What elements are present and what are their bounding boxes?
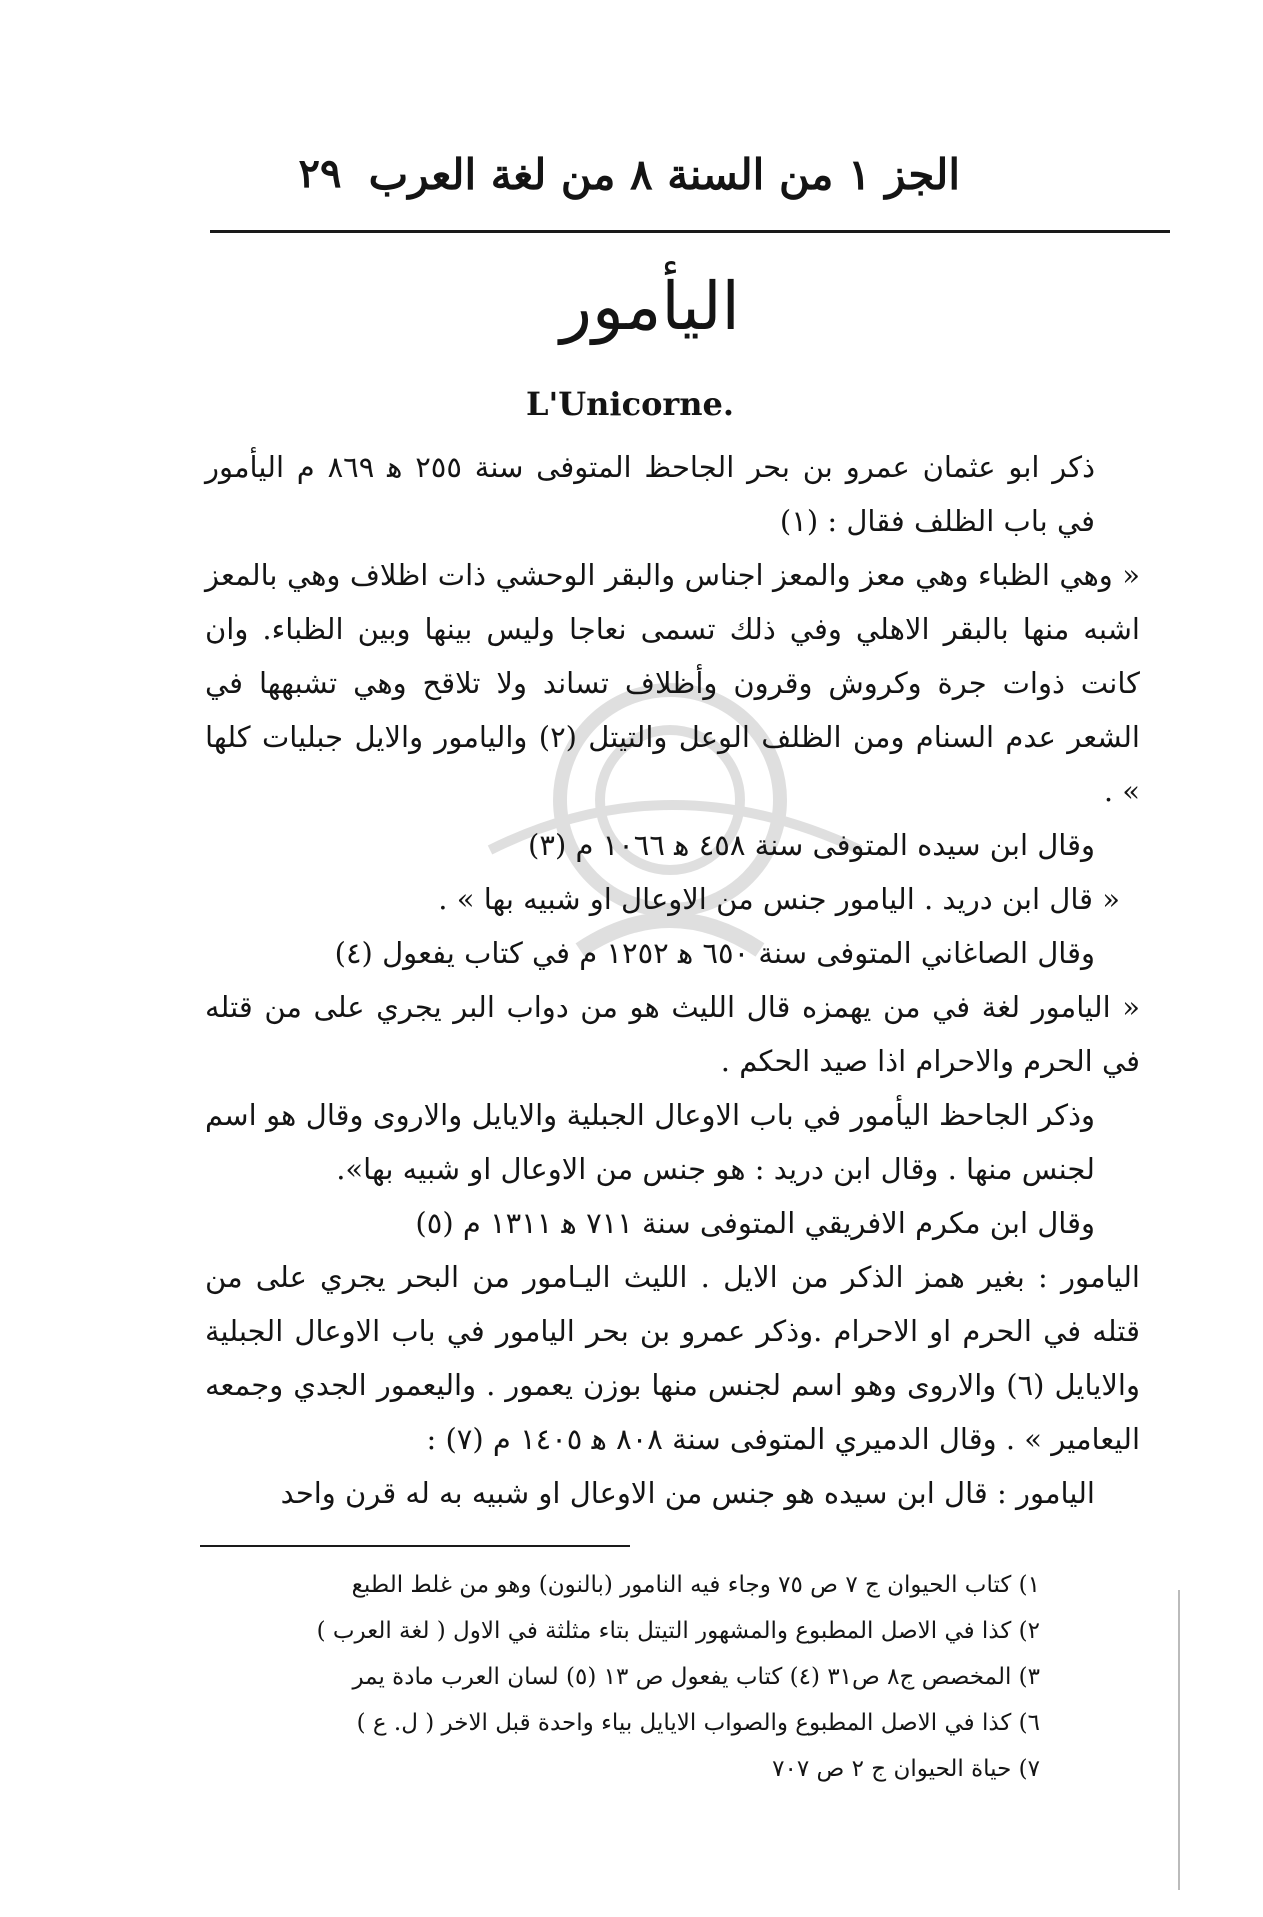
header-rule	[210, 230, 1170, 233]
footnote-3-4-5: ٣) المخصص ج٨ ص٣١ (٤) كتاب يفعول ص ١٣ (٥) لسان العرب مادة يمر	[352, 1664, 1040, 1690]
article-title-arabic: اليأمور	[560, 268, 740, 345]
footnote-2: ٢) كذا في الاصل المطبوع والمشهور التيتل بتاء مثلثة في الاول ( لغة العرب )	[316, 1618, 1040, 1644]
paragraph-jahiz-again: وذكر الجاحظ اليأمور في باب الاوعال الجبلية والايايل والاروى وقال هو اسم لجنس منها . وقال ابن دريد : هو جنس من الاوعال او شبيه بها».	[205, 1098, 1095, 1186]
quote-saghani: « اليامور لغة في من يهمزه قال الليث هو من دواب البر يجري على من قتله في الحرم والاحرام اذا صيد الحكم .	[205, 990, 1140, 1078]
footnote-7: ٧) حياة الحيوان ج ٢ ص ٧٠٧	[772, 1756, 1040, 1782]
quote-jahiz: « وهي الظباء وهي معز والمعز اجناس والبقر الوحشي ذات اظلاف وهي بالمعز اشبه منها بالبقر الاهلي وفي ذلك تسمى نعاجا وليس بينها وبين الظباء. وان كانت ذوات جرة وكروش وقرون وأظلاف تساند ولا تلاقح وهي تشبهها في الشعر عدم السنام ومن الظلف الوعل والتيتل (٢) واليامور والايل جبليات كلها » .	[205, 558, 1140, 808]
article-title-french: L'Unicorne.	[525, 385, 735, 423]
footnote-6: ٦) كذا في الاصل المطبوع والصواب الايايل بياء واحدة قبل الاخر ( ل. ع )	[356, 1710, 1040, 1736]
paragraph-intro-jahiz: ذكر ابو عثمان عمرو بن بحر الجاحظ المتوفى سنة ٢٥٥ ﻫ ٨٦٩ م اليأمور في باب الظلف فقال : (١)	[205, 450, 1095, 538]
footnote-rule	[200, 1545, 630, 1547]
paragraph-ibn-sidah: وقال ابن سيده المتوفى سنة ٤٥٨ ﻫ ١٠٦٦ م (٣)	[528, 828, 1095, 862]
paragraph-damiri: اليامور : قال ابن سيده هو جنس من الاوعال او شبيه به له قرن واحد	[280, 1476, 1095, 1510]
article-body	[205, 440, 1140, 1520]
paragraph-saghani: وقال الصاغاني المتوفى سنة ٦٥٠ ﻫ ١٢٥٢ م في كتاب يفعول (٤)	[334, 936, 1095, 970]
page-number: ٢٩	[298, 150, 342, 197]
scan-margin-line	[1178, 1590, 1180, 1890]
quote-ibn-durayd: « قال ابن دريد . اليامور جنس من الاوعال او شبيه بها » .	[438, 882, 1120, 916]
paragraph-ibn-mukarram: وقال ابن مكرم الافريقي المتوفى سنة ٧١١ ﻫ ١٣١١ م (٥)	[415, 1206, 1095, 1240]
footnote-1: ١) كتاب الحيوان ج ٧ ص ٧٥ وجاء فيه النامور (بالنون) وهو من غلط الطبع	[351, 1572, 1040, 1598]
footnotes	[200, 1562, 1040, 1792]
running-head: الجز ١ من السنة ٨ من لغة العرب	[368, 150, 960, 199]
quote-lisan-al-arab: اليامور : بغير همز الذكر من الايل . الليث اليـامور من البحر يجري على من قتله في الحرم او الاحرام .وذكر عمرو بن بحر اليامور في باب الاوعال الجبلية والايايل (٦) والاروى وهو اسم لجنس منها بوزن يعمور . واليعمور الجدي وجمعه اليعامير » . وقال الدميري المتوفى سنة ٨٠٨ ﻫ ١٤٠٥ م (٧) :	[205, 1260, 1140, 1456]
